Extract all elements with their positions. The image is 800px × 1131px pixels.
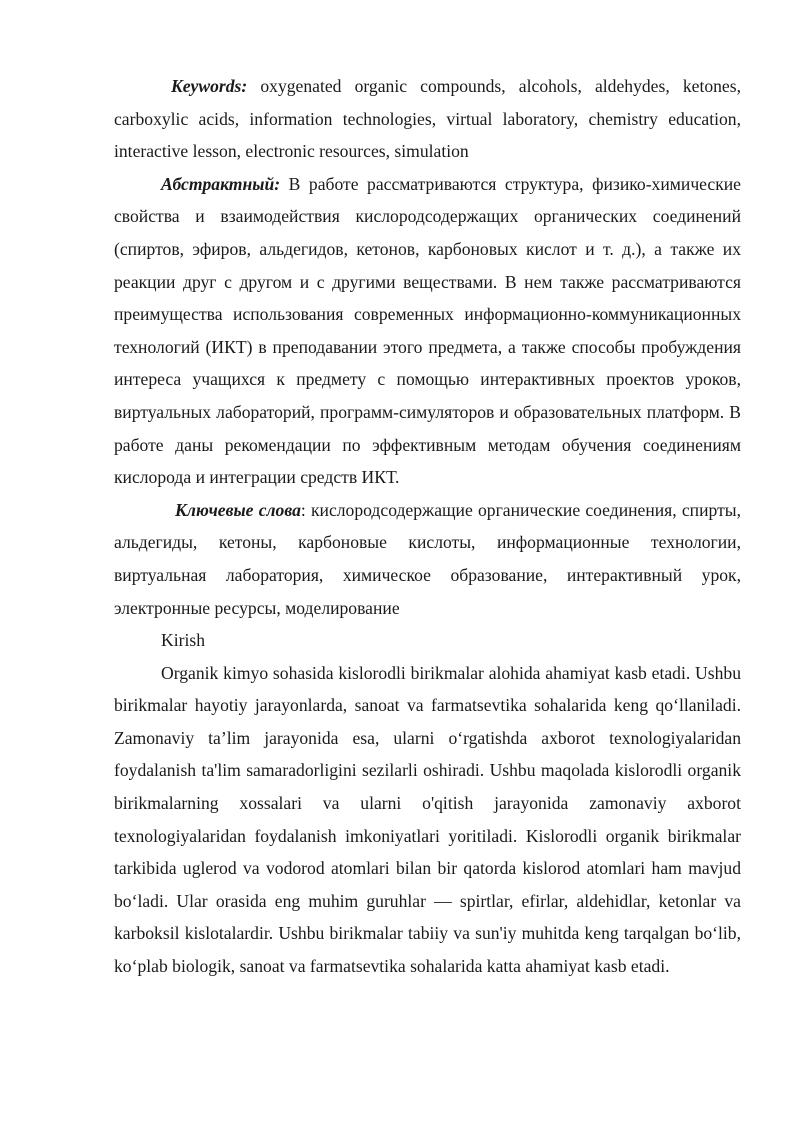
keywords-en-text: oxygenated organic compounds, alcohols, aldehydes, ketones, carboxylic acids, information technologies, virtual laboratory, chemistry education, interactive lesson, electronic resources, simulation	[114, 76, 741, 162]
keywords-ru-text: : кислородсодержащие органические соединения, спирты, альдегиды, кетоны, карбоновые кислоты, информационные технологии, виртуальная лаборатория, химическое образование, интерактивный урок, электронные ресурсы, моделирование	[114, 499, 741, 618]
document-page	[114, 70, 741, 983]
section-heading: Kirish	[161, 630, 205, 651]
keywords-en-label: Keywords:	[171, 76, 248, 96]
keywords-ru-label: Ключевые слова	[175, 499, 301, 520]
keywords-ru-paragraph	[114, 494, 741, 624]
abstract-ru-text: В работе рассматриваются структура, физико-химические свойства и взаимодействия кислородсодержащих органических соединений (спиртов, эфиров, альдегидов, кетонов, карбоновых кислот и т. д.), а также их реакции друг с другом и с другими веществами. В нем также рассматриваются преимущества использования современных информационно-коммуникационных технологий (ИКТ) в преподавании этого предмета, а также способы пробуждения интереса учащихся к предмету с помощью интерактивных проектов уроков, виртуальных лабораторий, программ-симуляторов и образовательных платформ. В работе даны рекомендации по эффективным методам обучения соединениям кислорода и интеграции средств ИКТ.	[114, 173, 741, 488]
keywords-en-paragraph	[114, 70, 741, 168]
intro-paragraph: Organik kimyo sohasida kislorodli birikmalar alohida ahamiyat kasb etadi. Ushbu birikmalar hayotiy jarayonlarda, sanoat va farmatsevtika sohalarida keng qo‘llaniladi. Zamonaviy ta’lim jarayonida esa, ularni o‘rgatishda axborot texnologiyalaridan foydalanish ta'lim samaradorligini sezilarli oshiradi. Ushbu maqolada kislorodli organik birikmalarning xossalari va ularni o'qitish jarayonida zamonaviy axborot texnologiyalaridan foydalanish imkoniyatlari yoritiladi. Kislorodli organik birikmalar tarkibida uglerod va vodorod atomlari bilan bir qatorda kislorod atomlari ham mavjud bo‘ladi. Ular orasida eng muhim guruhlar — spirtlar, efirlar, aldehidlar, ketonlar va karboksil kislotalardir. Ushbu birikmalar tabiiy va sun'iy muhitda keng tarqalgan bo‘lib, ko‘plab biologik, sanoat va farmatsevtika sohalarida katta ahamiyat kasb etadi.	[114, 662, 741, 977]
abstract-ru-label: Абстрактный:	[161, 173, 281, 194]
abstract-ru-paragraph	[114, 168, 741, 494]
